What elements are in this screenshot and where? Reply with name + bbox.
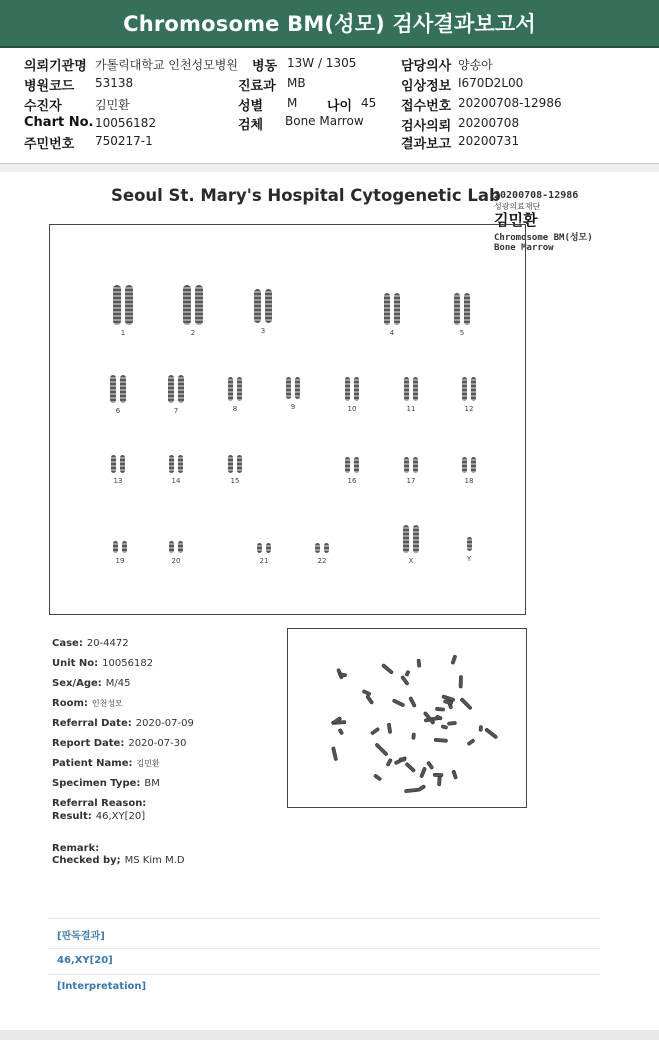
chromosome-label-4: 4: [389, 329, 395, 337]
chromosome-10b: [354, 377, 359, 401]
chromosome-3a: [254, 289, 261, 323]
chromosome-label-16: 16: [347, 477, 357, 485]
metaphase-chromosome: [460, 698, 472, 710]
sex-label: 성별: [238, 99, 264, 114]
chromosome-15a: [228, 455, 233, 473]
metaphase-chromosome: [405, 670, 410, 676]
chromosome-11b: [413, 377, 418, 401]
chromosome-Xa: [403, 525, 409, 553]
specimen-label: 검체: [238, 118, 264, 133]
chromosome-12b: [471, 377, 476, 401]
chromosome-16a: [345, 457, 350, 473]
metaphase-chromosome: [373, 774, 381, 781]
metaphase-chromosome: [409, 696, 417, 707]
report-date-label: 결과보고: [401, 137, 452, 152]
department-value: MB: [287, 76, 306, 90]
chromosome-Xb: [413, 525, 419, 553]
sex-age-row: Sex/Age: M/45: [52, 678, 131, 689]
chromosome-13b: [120, 455, 125, 473]
metaphase-chromosome: [392, 699, 405, 707]
clinical-info-label: 임상정보: [401, 79, 452, 94]
metaphase-chromosome: [451, 655, 457, 665]
chromosome-label-7: 7: [173, 407, 179, 415]
request-date-value: 20200708: [458, 116, 520, 130]
chromosome-label-17: 17: [406, 477, 416, 485]
chromosome-19b: [122, 541, 127, 553]
metaphase-chromosome: [412, 733, 416, 740]
metaphase-chromosome: [362, 689, 371, 695]
chart-no-label: Chart No.: [24, 115, 94, 130]
metaphase-chromosome: [381, 663, 393, 674]
chromosome-21a: [257, 543, 262, 553]
metaphase-chromosome: [441, 725, 448, 730]
chromosome-17a: [404, 457, 409, 473]
chromosome-14a: [169, 455, 174, 473]
chromosome-label-5: 5: [459, 329, 465, 337]
metaphase-chromosome: [405, 762, 416, 772]
metaphase-chromosome: [401, 675, 410, 685]
chromosome-label-21: 21: [259, 557, 269, 565]
chromosome-6a: [110, 375, 116, 403]
attending-label: 담당의사: [401, 59, 452, 74]
metaphase-chromosome: [338, 728, 344, 735]
chromosome-3b: [265, 289, 272, 323]
chromosome-label-10: 10: [347, 405, 357, 413]
metaphase-chromosome: [399, 758, 406, 762]
unit-row: Unit No: 10056182: [52, 658, 154, 669]
chart-no-value: 10056182: [95, 116, 157, 130]
chromosome-13a: [111, 455, 116, 473]
metaphase-chromosome: [417, 659, 421, 667]
ssn-value: 750217-1: [95, 134, 153, 148]
chromosome-22a: [315, 543, 320, 553]
metaphase-chromosome: [339, 673, 347, 677]
chromosome-label-18: 18: [464, 477, 474, 485]
metaphase-chromosome: [437, 776, 441, 786]
chromosome-19a: [113, 541, 118, 553]
referral-date-row: Referral Date: 2020-07-09: [52, 718, 194, 729]
receipt-no-label: 접수번호: [401, 99, 452, 114]
metaphase-chromosome: [404, 788, 418, 793]
metaphase-chromosome: [452, 770, 458, 779]
chromosome-label-X: X: [408, 557, 414, 565]
report-title: Chromosome BM(성모) 검사결과보고서: [123, 12, 536, 36]
stamp-patient: 김민환: [494, 211, 538, 229]
metaphase-chromosome: [375, 743, 388, 756]
checked-by-row: Checked by; MS Kim M.D: [52, 855, 185, 866]
chromosome-label-15: 15: [230, 477, 240, 485]
hospital-code-label: 병원코드: [24, 79, 75, 94]
metaphase-spread: [288, 629, 526, 807]
request-date-label: 검사의뢰: [401, 119, 452, 134]
chromosome-1a: [113, 285, 121, 325]
sex-value: M: [287, 96, 298, 110]
metaphase-chromosome: [426, 761, 433, 770]
chromosome-label-11: 11: [406, 405, 416, 413]
stamp-specimen: Bone Marrow: [494, 243, 554, 253]
chromosome-5a: [454, 293, 460, 325]
metaphase-chromosome: [387, 723, 392, 734]
specimen-value: Bone Marrow: [285, 114, 364, 128]
cytogenetic-report-image: [0, 172, 659, 1030]
attending-value: 양송아: [458, 58, 493, 72]
ward-label: 병동: [252, 59, 278, 74]
age-label: 나이: [327, 99, 353, 114]
result-row: Result: 46,XY[20]: [52, 811, 146, 822]
chromosome-7a: [168, 375, 174, 403]
chromosome-9a: [286, 377, 291, 399]
chromosome-22b: [324, 543, 329, 553]
report-title-bar: [0, 0, 659, 48]
specimen-type-row: Specimen Type: BM: [52, 778, 160, 789]
karyogram: [49, 224, 526, 615]
hospital-code-value: 53138: [95, 76, 134, 90]
metaphase-chromosome: [467, 739, 475, 746]
lab-title: Seoul St. Mary's Hospital Cytogenetic Lab: [111, 186, 501, 205]
department-label: 진료과: [238, 79, 276, 94]
receipt-no-value: 20200708-12986: [458, 96, 562, 110]
chromosome-Y: [467, 537, 472, 551]
chromosome-8a: [228, 377, 233, 401]
metaphase-image: [287, 628, 527, 808]
chromosome-12a: [462, 377, 467, 401]
order-info-panel: [0, 48, 659, 164]
chromosome-21b: [266, 543, 271, 553]
reading-section-title: [판독결과]: [48, 918, 600, 948]
chromosome-label-12: 12: [464, 405, 474, 413]
report-date-row: Report Date: 2020-07-30: [52, 738, 187, 749]
divider-gap: [0, 164, 659, 172]
room-row: Room: 인천성모: [52, 698, 123, 709]
metaphase-chromosome: [370, 727, 379, 735]
stamp-foundation: 성광의료재단: [494, 202, 541, 211]
chromosome-18b: [471, 457, 476, 473]
chromosome-8b: [237, 377, 242, 401]
requesting-org-value: 가톨릭대학교 인천성모병원: [95, 58, 238, 72]
chromosome-6b: [120, 375, 126, 403]
metaphase-chromosome: [366, 695, 374, 705]
age-value: 45: [361, 96, 377, 110]
bottom-strip: [0, 1030, 659, 1040]
chromosome-label-6: 6: [115, 407, 121, 415]
report-date-value: 20200731: [458, 134, 520, 148]
metaphase-chromosome: [447, 721, 456, 725]
requesting-org-label: 의뢰기관명: [24, 59, 87, 74]
chromosome-label-1: 1: [120, 329, 126, 337]
metaphase-chromosome: [433, 773, 443, 777]
chromosome-20b: [178, 541, 183, 553]
examinee-value: 김민환: [95, 98, 130, 112]
chromosome-11a: [404, 377, 409, 401]
chromosome-label-13: 13: [113, 477, 123, 485]
ssn-label: 주민번호: [24, 137, 75, 152]
chromosome-4a: [384, 293, 390, 325]
chromosome-15b: [237, 455, 242, 473]
chromosome-2a: [183, 285, 191, 325]
referral-reason-row: Referral Reason:: [52, 798, 147, 809]
chromosome-label-22: 22: [317, 557, 327, 565]
chromosome-5b: [464, 293, 470, 325]
case-row: Case: 20-4472: [52, 638, 129, 649]
metaphase-chromosome: [331, 747, 337, 761]
chromosome-4b: [394, 293, 400, 325]
stamp-test: Chromosome BM(성모): [494, 233, 593, 243]
clinical-info-value: I670D2L00: [458, 76, 524, 90]
chromosome-label-2: 2: [190, 329, 196, 337]
metaphase-chromosome: [485, 728, 498, 739]
remark-row: Remark:: [52, 843, 100, 854]
chromosome-18a: [462, 457, 467, 473]
reading-section-value: 46,XY[20]: [48, 948, 600, 974]
chromosome-label-9: 9: [290, 403, 296, 411]
patient-name-row: Patient Name: 김민환: [52, 758, 160, 769]
metaphase-chromosome: [386, 758, 393, 766]
chromosome-14b: [178, 455, 183, 473]
examinee-label: 수진자: [24, 99, 62, 114]
chromosome-2b: [195, 285, 203, 325]
chromosome-label-Y: Y: [466, 555, 472, 563]
metaphase-chromosome: [479, 725, 483, 731]
metaphase-chromosome: [420, 767, 427, 778]
interpretation-section-title: [Interpretation]: [48, 974, 600, 1002]
chromosome-17b: [413, 457, 418, 473]
stamp-accession: 20200708-12986: [494, 190, 579, 201]
metaphase-chromosome: [435, 707, 444, 711]
chromosome-label-19: 19: [115, 557, 125, 565]
chromosome-16b: [354, 457, 359, 473]
chromosome-1b: [125, 285, 133, 325]
chromosome-label-14: 14: [171, 477, 181, 485]
metaphase-chromosome: [417, 785, 426, 792]
metaphase-chromosome: [459, 676, 463, 689]
chromosome-20a: [169, 541, 174, 553]
chromosome-label-8: 8: [232, 405, 238, 413]
chromosome-label-20: 20: [171, 557, 181, 565]
ward-value: 13W / 1305: [287, 56, 357, 70]
metaphase-chromosome: [434, 738, 448, 742]
chromosome-9b: [295, 377, 300, 399]
chromosome-10a: [345, 377, 350, 401]
chromosome-7b: [178, 375, 184, 403]
chromosome-label-3: 3: [260, 327, 266, 335]
